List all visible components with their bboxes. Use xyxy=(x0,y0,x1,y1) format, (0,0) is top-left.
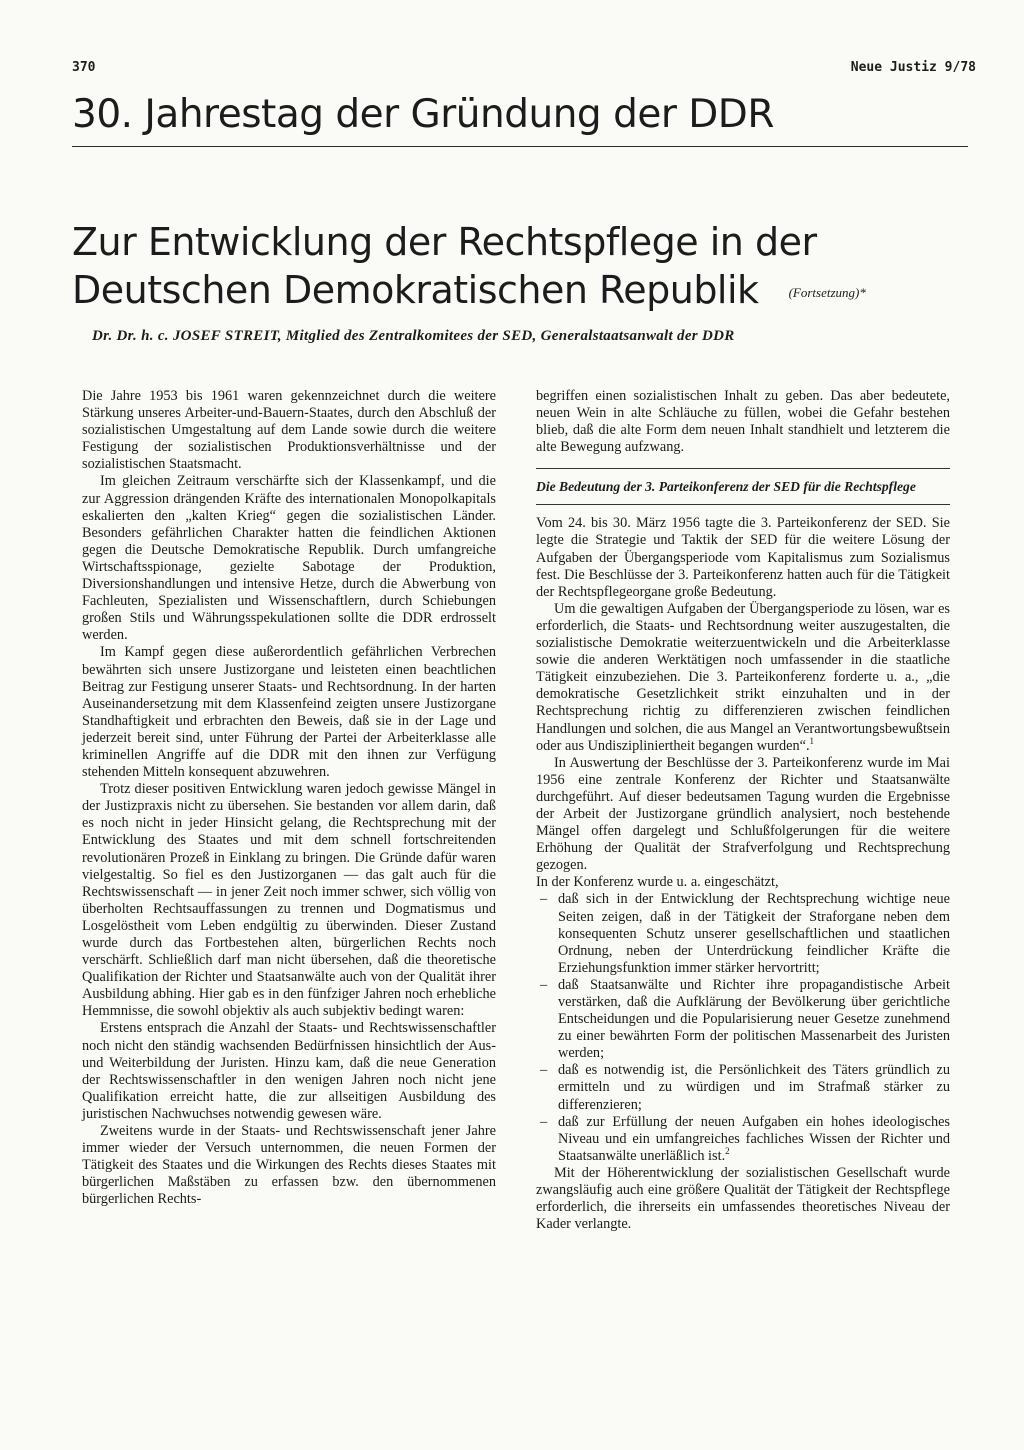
paragraph: begriffen einen sozialistischen Inhalt zu geben. Das aber bedeutete, neuen Wein in alte Schläuche zu füllen, wobei die Gefahr bestehen blieb, daß die alte Form dem neuen Inhalt standhielt und letzterem die alte Bewegung aufzwang. xyxy=(536,388,950,456)
list-item: – daß Staatsanwälte und Richter ihre propagandistische Arbeit verstärken, daß die Aufklärung der Bevölkerung über gerichtliche Entscheidungen und die Popularisierung neuer Gesetze zunehmend zu einer bewährten Form der politischen Massenarbeit des Juristen werden; xyxy=(536,977,950,1062)
paragraph: Vom 24. bis 30. März 1956 tagte die 3. Parteikonferenz der SED. Sie legte die Strategie und Taktik der SED für die weitere Lösung der Aufgaben der Übergangsperiode vom Kapitalismus zum Sozialismus fest. Die Beschlüsse der 3. Parteikonferenz hatten auch für die Tätigkeit der Rechtspflegeorgane große Bedeutung. xyxy=(536,515,950,600)
paragraph xyxy=(536,601,950,755)
page-number: 370 xyxy=(72,60,96,75)
paragraph: Im gleichen Zeitraum verschärfte sich der Klassenkampf, und die zur Aggression drängenden Kräfte des internationalen Monopolkapitals eskalierten den „kalten Krieg“ gegen die sozialistischen Länder. Besonders gefährlichen Charakter hatten die feindlichen Aktionen gegen die Deutsche Demokratische Republik. Durch umfangreiche Wirtschaftsspionage, gezielte Sabotage der Produktion, Diversionshandlungen und intensive Hetze, durch die Abwerbung von Fachleuten, Spezialisten und Wissenschaftlern, durch Schiebungen großen Stils und Währungsspekulationen sollte die DDR erdrosselt werden. xyxy=(82,473,496,644)
main-title: 30. Jahrestag der Gründung der DDR xyxy=(72,92,774,137)
list-item: – daß sich in der Entwicklung der Rechtsprechung wichtige neue Seiten zeigen, daß in der Tätigkeit der Straforgane neben dem konsequenten Schutz unserer gesellschaftlichen und staatlichen Ordnung, neben der Unterdrückung feindlicher Kräfte die Erziehungsfunktion immer stärker hervortritt; xyxy=(536,891,950,976)
paragraph: Mit der Höherentwicklung der sozialistischen Gesellschaft wurde zwangsläufig auch eine größere Qualität der Tätigkeit der Rechtspflege erforderlich, die ihrerseits ein umfassendes theoretisches Niveau der Kader verlangte. xyxy=(536,1164,950,1233)
paragraph: In Auswertung der Beschlüsse der 3. Parteikonferenz wurde im Mai 1956 eine zentrale Konferenz der Richter und Staatsanwälte durchgeführt. Auf dieser bedeutsamen Tagung wurden die Ergebnisse der Arbeit der Justizorgane gründlich analysiert, noch bestehende Mängel offen dargelegt und Schlußfolgerungen für die weitere Erhöhung der Qualität der Strafverfolgung und Rechtsprechung gezogen. xyxy=(536,754,950,874)
list-item xyxy=(536,1114,950,1165)
continuation-note: (Fortsetzung)* xyxy=(788,284,866,300)
left-column xyxy=(82,388,496,1209)
paragraph: Die Jahre 1953 bis 1961 waren gekennzeichnet durch die weitere Stärkung unseres Arbeiter-und-Bauern-Staates, durch den Abschluß der sozialistischen Umgestaltung auf dem Lande sowie durch die weitere Festigung der sozialistischen Produktionsverhältnisse und der sozialistischen Staatsmacht. xyxy=(82,388,496,473)
footnote-marker: 2 xyxy=(725,1146,730,1157)
list-item-text: daß zur Erfüllung der neuen Aufgaben ein hohes ideologisches Niveau und ein umfangreiches fachliches Wissen der Richter und Staatsanwälte unerläßlich ist. xyxy=(558,1113,950,1164)
article-title-line2: Deutschen Demokratischen Republik xyxy=(72,268,759,312)
list-intro: In der Konferenz wurde u. a. eingeschätzt, xyxy=(536,874,779,891)
section-heading: Die Bedeutung der 3. Parteikonferenz der SED für die Rechtspflege xyxy=(536,468,950,505)
paragraph: Erstens entsprach die Anzahl der Staats- und Rechtswissenschaftler noch nicht den ständig wachsenden Bedürfnissen hinsichtlich der Aus- und Weiterbildung der Juristen. Hinzu kam, daß die neue Generation der Rechtswissenschaftler in den wenigen Jahren noch nicht jene Qualifikation erreicht hatte, die zur allseitigen Ausbildung des juristischen Nachwuchses notwendig gewesen wäre. xyxy=(82,1020,496,1122)
article-title xyxy=(72,218,976,317)
title-rule xyxy=(72,146,968,147)
journal-issue: Neue Justiz 9/78 xyxy=(850,60,976,75)
assessment-list xyxy=(536,891,950,1165)
paragraph-text: Um die gewaltigen Aufgaben der Übergangsperiode zu lösen, war es erforderlich, die Staats- und Rechtsordnung weiter auszugestalten, die sozialistische Demokratie weiterzuentwickeln und die Arbeiterklasse sowie die anderen Werktätigen noch umfassender in die staatliche Tätigkeit einzubeziehen. Die 3. Parteikonferenz forderte u. a., „die demokratische Gesetzlichkeit strikt einzuhalten und in der Rechtsprechung richtig zu differenzieren zwischen feindlichen Handlungen und solchen, die aus Mangel an Verantwortungsbewußtsein oder aus Undiszipliniertheit begangen wurden“. xyxy=(536,600,950,754)
article-title-line1: Zur Entwicklung der Rechtspflege in der xyxy=(72,220,817,264)
paragraph: Trotz dieser positiven Entwicklung waren jedoch gewisse Mängel in der Justizpraxis nicht zu übersehen. Sie bestanden vor allem darin, daß es noch nicht in jeder Hinsicht gelang, die Rechtsprechung mit der Entwicklung des Staates und mit dem schnell fortschreitenden revolutionären Prozeß in Einklang zu bringen. Die Gründe dafür waren vielgestaltig. So fiel es den Justizorganen — das galt auch für die Rechtswissenschaft — in jener Zeit noch immer schwer, sich völlig von überholten Rechtsauffassungen zu trennen und Dogmatismus und Losgelöstheit vom Leben endgültig zu überwinden. Dieser Zustand wurde durch das Fortbestehen alten, bürgerlichen Rechts noch verschärft. Schließlich darf man nicht übersehen, daß die theoretische Qualifikation der Richter und Staatsanwälte auch von der Qualität ihrer Ausbildung abhing. Hier gab es in den fünfziger Jahren noch erhebliche Hemmnisse, die sowohl objektiv als auch subjektiv bedingt waren: xyxy=(82,781,496,1020)
paragraph: Im Kampf gegen diese außerordentlich gefährlichen Verbrechen bewährten sich unsere Justizorgane und leisteten einen beachtlichen Beitrag zur Festigung unserer Staats- und Rechtsordnung. In der harten Auseinandersetzung mit dem Klassenfeind zeigten unsere Justizorgane Standhaftigkeit und erbrachten den Beweis, daß sie in der Lage und jederzeit bereit sind, unter Führung der Partei der Arbeiterklasse alle kriminellen Angriffe auf die DDR mit den ihnen zur Verfügung stehenden Mitteln konsequent abzuwehren. xyxy=(82,644,496,781)
author-byline: Dr. Dr. h. c. JOSEF STREIT, Mitglied des Zentralkomitees der SED, Generalstaatsanwalt der DDR xyxy=(92,328,735,344)
running-head xyxy=(72,60,976,78)
list-item: – daß es notwendig ist, die Persönlichkeit des Täters gründlich zu ermitteln und zu würdigen und im Strafmaß stärker zu differenzieren; xyxy=(536,1062,950,1113)
right-column xyxy=(536,388,950,1233)
paragraph: Zweitens wurde in der Staats- und Rechtswissenschaft jener Jahre immer wieder der Versuch unternommen, die neuen Formen der Tätigkeit des Staates und die Wirkungen des Rechts dieses Staates mit bürgerlichen Maßstäben zu erfassen bzw. den übernommenen bürgerlichen Rechts- xyxy=(82,1123,496,1208)
footnote-marker: 1 xyxy=(809,735,815,746)
